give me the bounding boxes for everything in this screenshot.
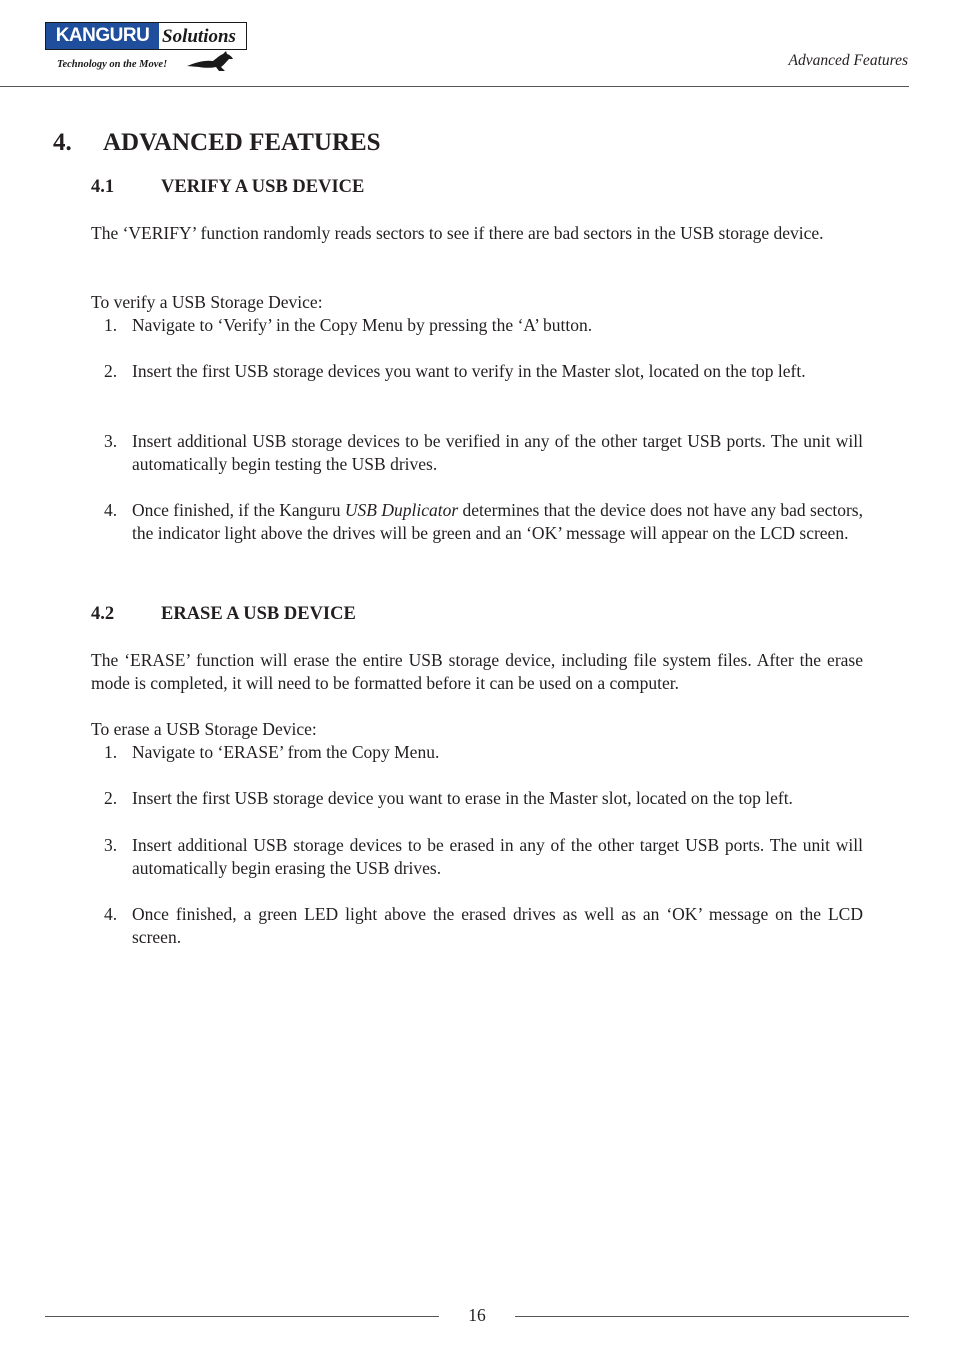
list-number: 1. <box>104 742 118 762</box>
verify-intro: The ‘VERIFY’ function randomly reads sectors to see if there are bad sectors in the USB storage device. <box>91 223 824 243</box>
list-text: Insert the first USB storage devices you want to verify in the Master slot, located on the top left. <box>132 361 806 381</box>
logo-frame <box>45 22 247 50</box>
section-number: 4.2 <box>91 604 115 624</box>
list-number: 3. <box>104 835 118 855</box>
kanguru-logo <box>45 22 247 74</box>
erase-intro: The ‘ERASE’ function will erase the entire USB storage device, including file system files. After the erase mode is completed, it will need to be formatted before it can be used on a computer. <box>91 650 863 693</box>
list-item <box>104 787 863 810</box>
list-item <box>104 741 863 764</box>
chapter-heading <box>53 129 381 157</box>
kangaroo-icon <box>185 50 235 72</box>
verify-steps-lead: To verify a USB Storage Device: <box>91 292 323 312</box>
logo-tagline: Technology on the Move! <box>57 59 168 70</box>
section-heading-verify <box>91 177 364 198</box>
section-heading-erase <box>91 604 356 625</box>
list-item <box>104 314 863 337</box>
chapter-title: ADVANCED FEATURES <box>103 129 381 156</box>
list-number: 2. <box>104 788 118 808</box>
list-item <box>104 834 863 880</box>
list-number: 4. <box>104 904 118 924</box>
logo-solutions: Solutions <box>162 26 236 47</box>
list-text: Once finished, a green LED light above the erased drives as well as an ‘OK’ message on the LCD screen. <box>132 904 863 947</box>
list-text-end: determines that the device does not have any bad sectors, the indicator light above the drives will be green and an ‘OK’ message will appear on the LCD screen. <box>132 500 863 543</box>
list-text: Insert additional USB storage devices to be verified in any of the other target USB ports. The unit will automatically begin testing the USB drives. <box>132 431 863 474</box>
list-text: Navigate to ‘Verify’ in the Copy Menu by pressing the ‘A’ button. <box>132 315 593 335</box>
erase-steps-lead: To erase a USB Storage Device: <box>91 719 317 739</box>
list-text: Insert the first USB storage device you want to erase in the Master slot, located on the top left. <box>132 788 793 808</box>
running-header: Advanced Features <box>788 52 908 69</box>
footer-rule-left <box>45 1316 439 1317</box>
list-text: Insert additional USB storage devices to be erased in any of the other target USB ports. The unit will automatically begin erasing the USB drives. <box>132 835 863 878</box>
list-item <box>104 430 863 476</box>
section-title: ERASE A USB DEVICE <box>161 604 356 624</box>
list-item <box>104 499 863 545</box>
logo-brand: KANGURU <box>46 23 159 49</box>
header-rule <box>0 86 909 87</box>
list-number: 1. <box>104 315 118 335</box>
list-item <box>104 360 863 383</box>
chapter-number: 4. <box>53 129 72 156</box>
section-number: 4.1 <box>91 177 115 197</box>
page-number: 16 <box>468 1305 486 1325</box>
list-number: 3. <box>104 431 118 451</box>
list-item <box>104 903 863 949</box>
list-text <box>132 499 863 545</box>
section-title: VERIFY A USB DEVICE <box>161 177 365 197</box>
list-text-start: Once finished, if the Kanguru <box>132 500 345 520</box>
list-number: 2. <box>104 361 118 381</box>
list-text: Navigate to ‘ERASE’ from the Copy Menu. <box>132 742 440 762</box>
list-number: 4. <box>104 500 118 520</box>
footer-rule-right <box>515 1316 909 1317</box>
product-name: USB Duplicator <box>344 500 459 520</box>
